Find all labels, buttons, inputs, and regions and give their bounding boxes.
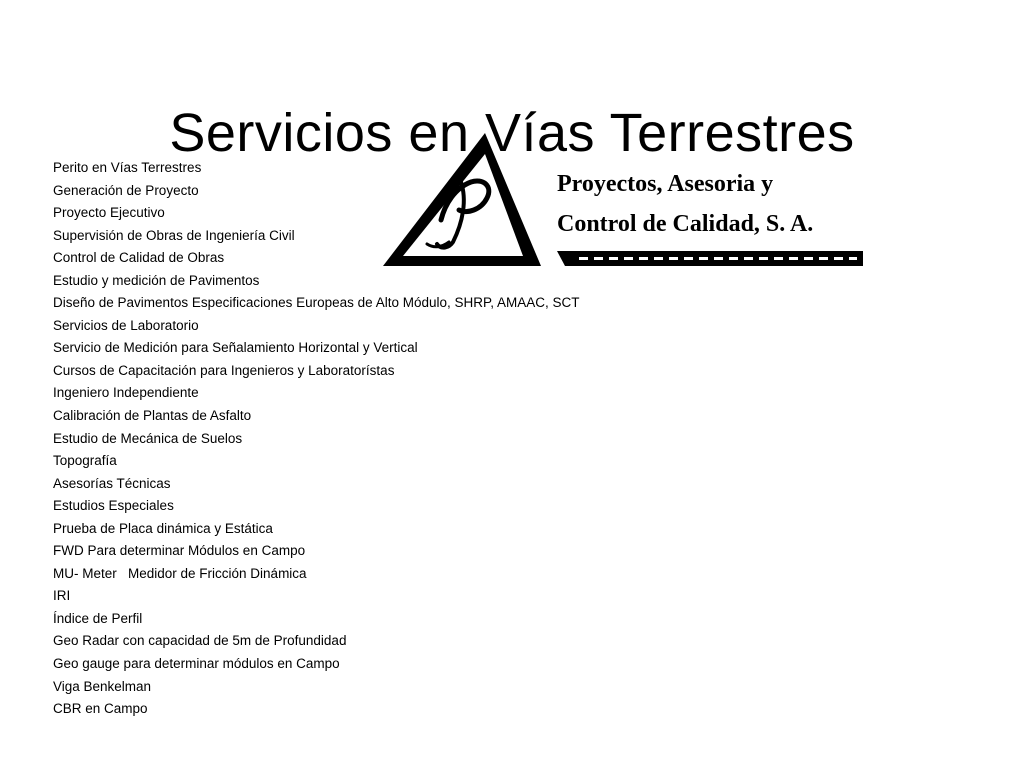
list-item: IRI xyxy=(53,588,71,604)
list-item: Perito en Vías Terrestres xyxy=(53,160,202,175)
list-item: Asesorías Técnicas xyxy=(53,475,171,491)
list-item: Estudios Especiales xyxy=(53,498,174,514)
list-item: Servicios de Laboratorio xyxy=(53,317,199,333)
list-item: Generación de Proyecto xyxy=(53,182,199,198)
list-item: CBR en Campo xyxy=(53,701,148,717)
list-item: Proyecto Ejecutivo xyxy=(53,205,165,221)
list-item: Geo gauge para determinar módulos en Campo xyxy=(53,656,340,672)
list-item: FWD Para determinar Módulos en Campo xyxy=(53,543,306,559)
list-item: MU- Meter Medidor de Fricción Dinámica xyxy=(53,565,307,581)
list-item: Geo Radar con capacidad de 5m de Profundidad xyxy=(53,633,347,649)
list-item: Servicio de Medición para Señalamiento Horizontal y Vertical xyxy=(53,340,418,356)
logo-text-line-2: Control de Calidad, S. A. xyxy=(557,211,814,237)
list-item: Estudio de Mecánica de Suelos xyxy=(53,430,243,446)
list-item: Diseño de Pavimentos Especificaciones Europeas de Alto Módulo, SHRP, AMAAC, SCT xyxy=(53,295,580,311)
list-item: Topografía xyxy=(53,453,117,469)
list-item: Supervisión de Obras de Ingeniería Civil xyxy=(53,227,295,243)
list-item: Calibración de Plantas de Asfalto xyxy=(53,408,252,424)
company-logo xyxy=(383,130,868,270)
list-item: Cursos de Capacitación para Ingenieros y Laboratorístas xyxy=(53,362,395,378)
list-item: Viga Benkelman xyxy=(53,678,152,694)
slide-title: Servicios en Vías Terrestres xyxy=(169,103,855,164)
list-item: Prueba de Placa dinámica y Estática xyxy=(53,520,273,536)
list-item: Índice de Perfil xyxy=(53,610,143,626)
triangle-p-emblem-icon xyxy=(383,130,868,270)
list-item: Estudio y medición de Pavimentos xyxy=(53,272,260,288)
list-item: Ingeniero Independiente xyxy=(53,385,199,401)
list-item: Control de Calidad de Obras xyxy=(53,250,225,266)
logo-text-line-1: Proyectos, Asesoria y xyxy=(557,171,774,197)
